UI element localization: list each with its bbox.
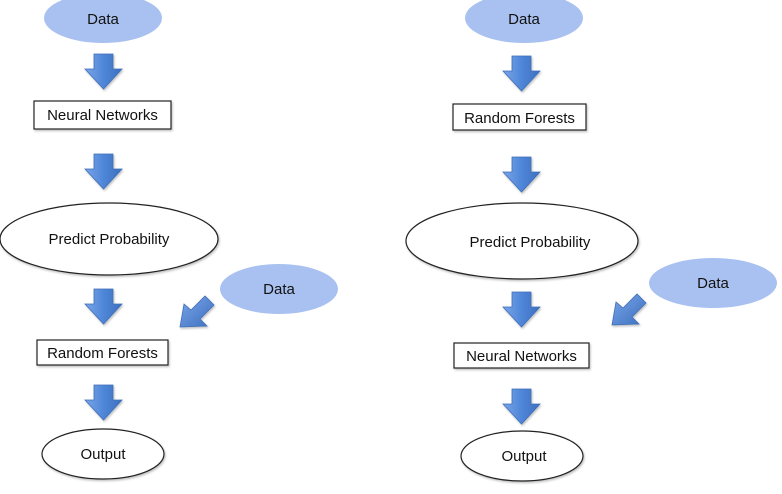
diagonal-arrow-icon (180, 296, 214, 327)
left-data-top-label: Data (87, 11, 119, 28)
left-output-label: Output (80, 446, 126, 463)
right-data-side-node (649, 258, 777, 308)
left-step1-label: Neural Networks (47, 107, 158, 124)
right-flowchart (406, 0, 777, 481)
diagonal-arrow-icon (612, 294, 646, 325)
left-step3-label: Random Forests (47, 345, 158, 362)
down-arrow-icon (85, 289, 122, 324)
right-step1-label: Random Forests (464, 110, 575, 127)
left-data-top-node (44, 0, 162, 43)
right-predict-probability-node (406, 203, 638, 279)
right-step2-label: Predict Probability (469, 234, 591, 251)
right-step3-label: Neural Networks (466, 348, 577, 365)
right-random-forests-box (453, 104, 586, 130)
left-output-node (42, 429, 164, 479)
right-neural-networks-box (454, 343, 589, 368)
down-arrow-icon (503, 389, 540, 424)
left-random-forests-box (37, 340, 168, 365)
left-data-side-label: Data (263, 281, 295, 298)
right-data-side-label: Data (697, 275, 729, 292)
down-arrow-icon (503, 56, 540, 91)
left-data-side-node (220, 264, 338, 314)
left-flowchart (0, 0, 338, 479)
down-arrow-icon (85, 154, 122, 189)
down-arrow-icon (503, 292, 540, 327)
right-data-top-label: Data (508, 11, 540, 28)
left-step2-label: Predict Probability (48, 231, 170, 248)
left-neural-networks-box (34, 101, 171, 129)
right-data-top-node (465, 0, 583, 43)
left-predict-probability-node (0, 203, 218, 275)
right-output-label: Output (501, 448, 547, 465)
right-output-node (461, 431, 583, 481)
down-arrow-icon (503, 157, 540, 192)
down-arrow-icon (85, 54, 122, 89)
down-arrow-icon (85, 385, 122, 420)
